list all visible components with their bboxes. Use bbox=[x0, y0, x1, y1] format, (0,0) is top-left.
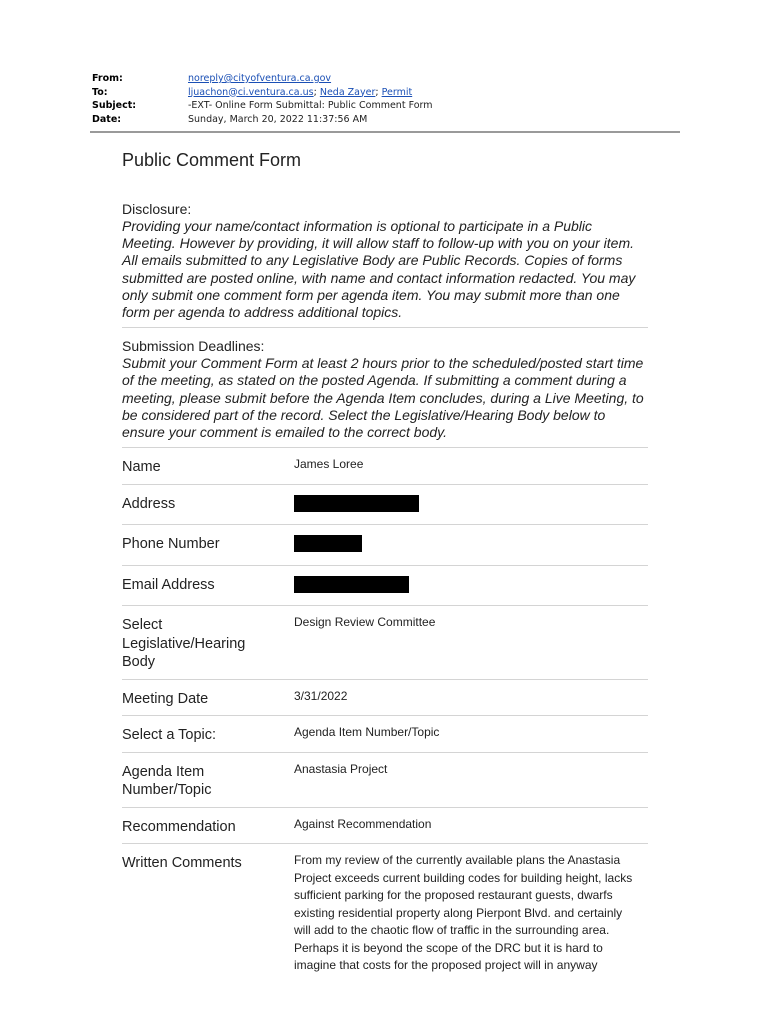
topic-label: Select a Topic: bbox=[122, 727, 217, 744]
field-row-name bbox=[122, 448, 648, 485]
form-title: Public Comment Form bbox=[122, 150, 302, 170]
field-row-address bbox=[122, 485, 648, 526]
body-label: Select Legislative/Hearing Body bbox=[122, 617, 246, 671]
to-recipient-link[interactable]: ljuachon@ci.ventura.ca.us bbox=[188, 86, 314, 98]
comments-label: Written Comments bbox=[122, 855, 242, 872]
field-row-meeting-date bbox=[122, 680, 648, 717]
email-header bbox=[92, 72, 692, 126]
field-row-email bbox=[122, 566, 648, 607]
address-redaction bbox=[294, 495, 419, 512]
to-label: To: bbox=[92, 86, 108, 98]
email-label: Email Address bbox=[122, 576, 215, 593]
field-row-agenda-item bbox=[122, 753, 648, 808]
disclosure-section bbox=[122, 201, 648, 327]
header-divider bbox=[90, 131, 680, 133]
from-email-link[interactable]: noreply@cityofventura.ca.gov bbox=[188, 73, 332, 84]
comments-value: From my review of the currently available plans the Anastasia Project exceeds current building codes for building height, lacks sufficient parking for the proposed restaurant guests, dwarfs existing residential property along Pierpont Blvd. and certainly will add to the chaotic flow of traffic in the surrounding area. Perhaps it is beyond the scope of the DRC but it is hard to imagine that costs for the proposed project will in anyway bbox=[294, 853, 633, 973]
phone-label: Phone Number bbox=[122, 536, 220, 553]
to-recipient-link[interactable]: Neda Zayer bbox=[319, 86, 376, 98]
name-label: Name bbox=[122, 459, 161, 476]
recommendation-label: Recommendation bbox=[122, 818, 236, 835]
field-row-topic bbox=[122, 716, 648, 753]
phone-redaction bbox=[294, 535, 362, 552]
disclosure-text: Providing your name/contact information is optional to participate in a Public Meeting. However by providing, it will allow staff to follow-up with you on your item. All emails submitted to any Legislative Body are Public Records. Copies of forms submitted are posted online, with name and contact information redacted. You may only submit one comment form per agenda item. You may submit more than one form per agenda to address additional topics. bbox=[122, 218, 636, 321]
to-separator: ; bbox=[313, 86, 320, 98]
to-row bbox=[92, 86, 692, 100]
to-recipient-link[interactable]: Permit bbox=[381, 86, 413, 98]
disclosure-label: Disclosure: bbox=[122, 201, 192, 217]
from-label: From: bbox=[92, 73, 123, 84]
date-label: Date: bbox=[92, 113, 122, 125]
deadlines-label: Submission Deadlines: bbox=[122, 338, 265, 355]
from-row bbox=[92, 72, 692, 86]
field-row-recommendation bbox=[122, 808, 648, 845]
subject-value: -EXT- Online Form Submittal: Public Comment Form bbox=[188, 100, 433, 111]
recommendation-value: Against Recommendation bbox=[294, 816, 432, 831]
form-fields bbox=[122, 448, 648, 982]
name-value: James Loree bbox=[294, 457, 364, 472]
meeting-date-value: 3/31/2022 bbox=[294, 688, 348, 703]
date-value: Sunday, March 20, 2022 11:37:56 AM bbox=[188, 113, 368, 125]
deadlines-text: Submit your Comment Form at least 2 hours prior to the scheduled/posted start time of the meeting, as stated on the posted Agenda. If submitting a comment during a meeting, please submit before the Agenda Item concludes, during a Live Meeting, to be considered part of the record. Select the Legislative/Hearing Body below to ensure your comment is emailed to the correct body. bbox=[122, 355, 644, 441]
subject-row bbox=[92, 99, 692, 113]
agenda-item-value: Anastasia Project bbox=[294, 761, 388, 776]
email-redaction bbox=[294, 576, 409, 593]
field-row-phone bbox=[122, 525, 648, 566]
deadlines-section bbox=[122, 328, 648, 447]
public-comment-form bbox=[122, 150, 648, 982]
date-row bbox=[92, 113, 692, 127]
topic-value: Agenda Item Number/Topic bbox=[294, 725, 440, 740]
to-separator: ; bbox=[375, 86, 382, 98]
agenda-item-label: Agenda Item Number/Topic bbox=[122, 763, 212, 799]
body-value: Design Review Committee bbox=[294, 615, 436, 630]
meeting-date-label: Meeting Date bbox=[122, 690, 209, 707]
subject-label: Subject: bbox=[92, 100, 137, 111]
address-label: Address bbox=[122, 495, 176, 512]
field-row-body bbox=[122, 606, 648, 680]
field-row-comments bbox=[122, 844, 648, 982]
